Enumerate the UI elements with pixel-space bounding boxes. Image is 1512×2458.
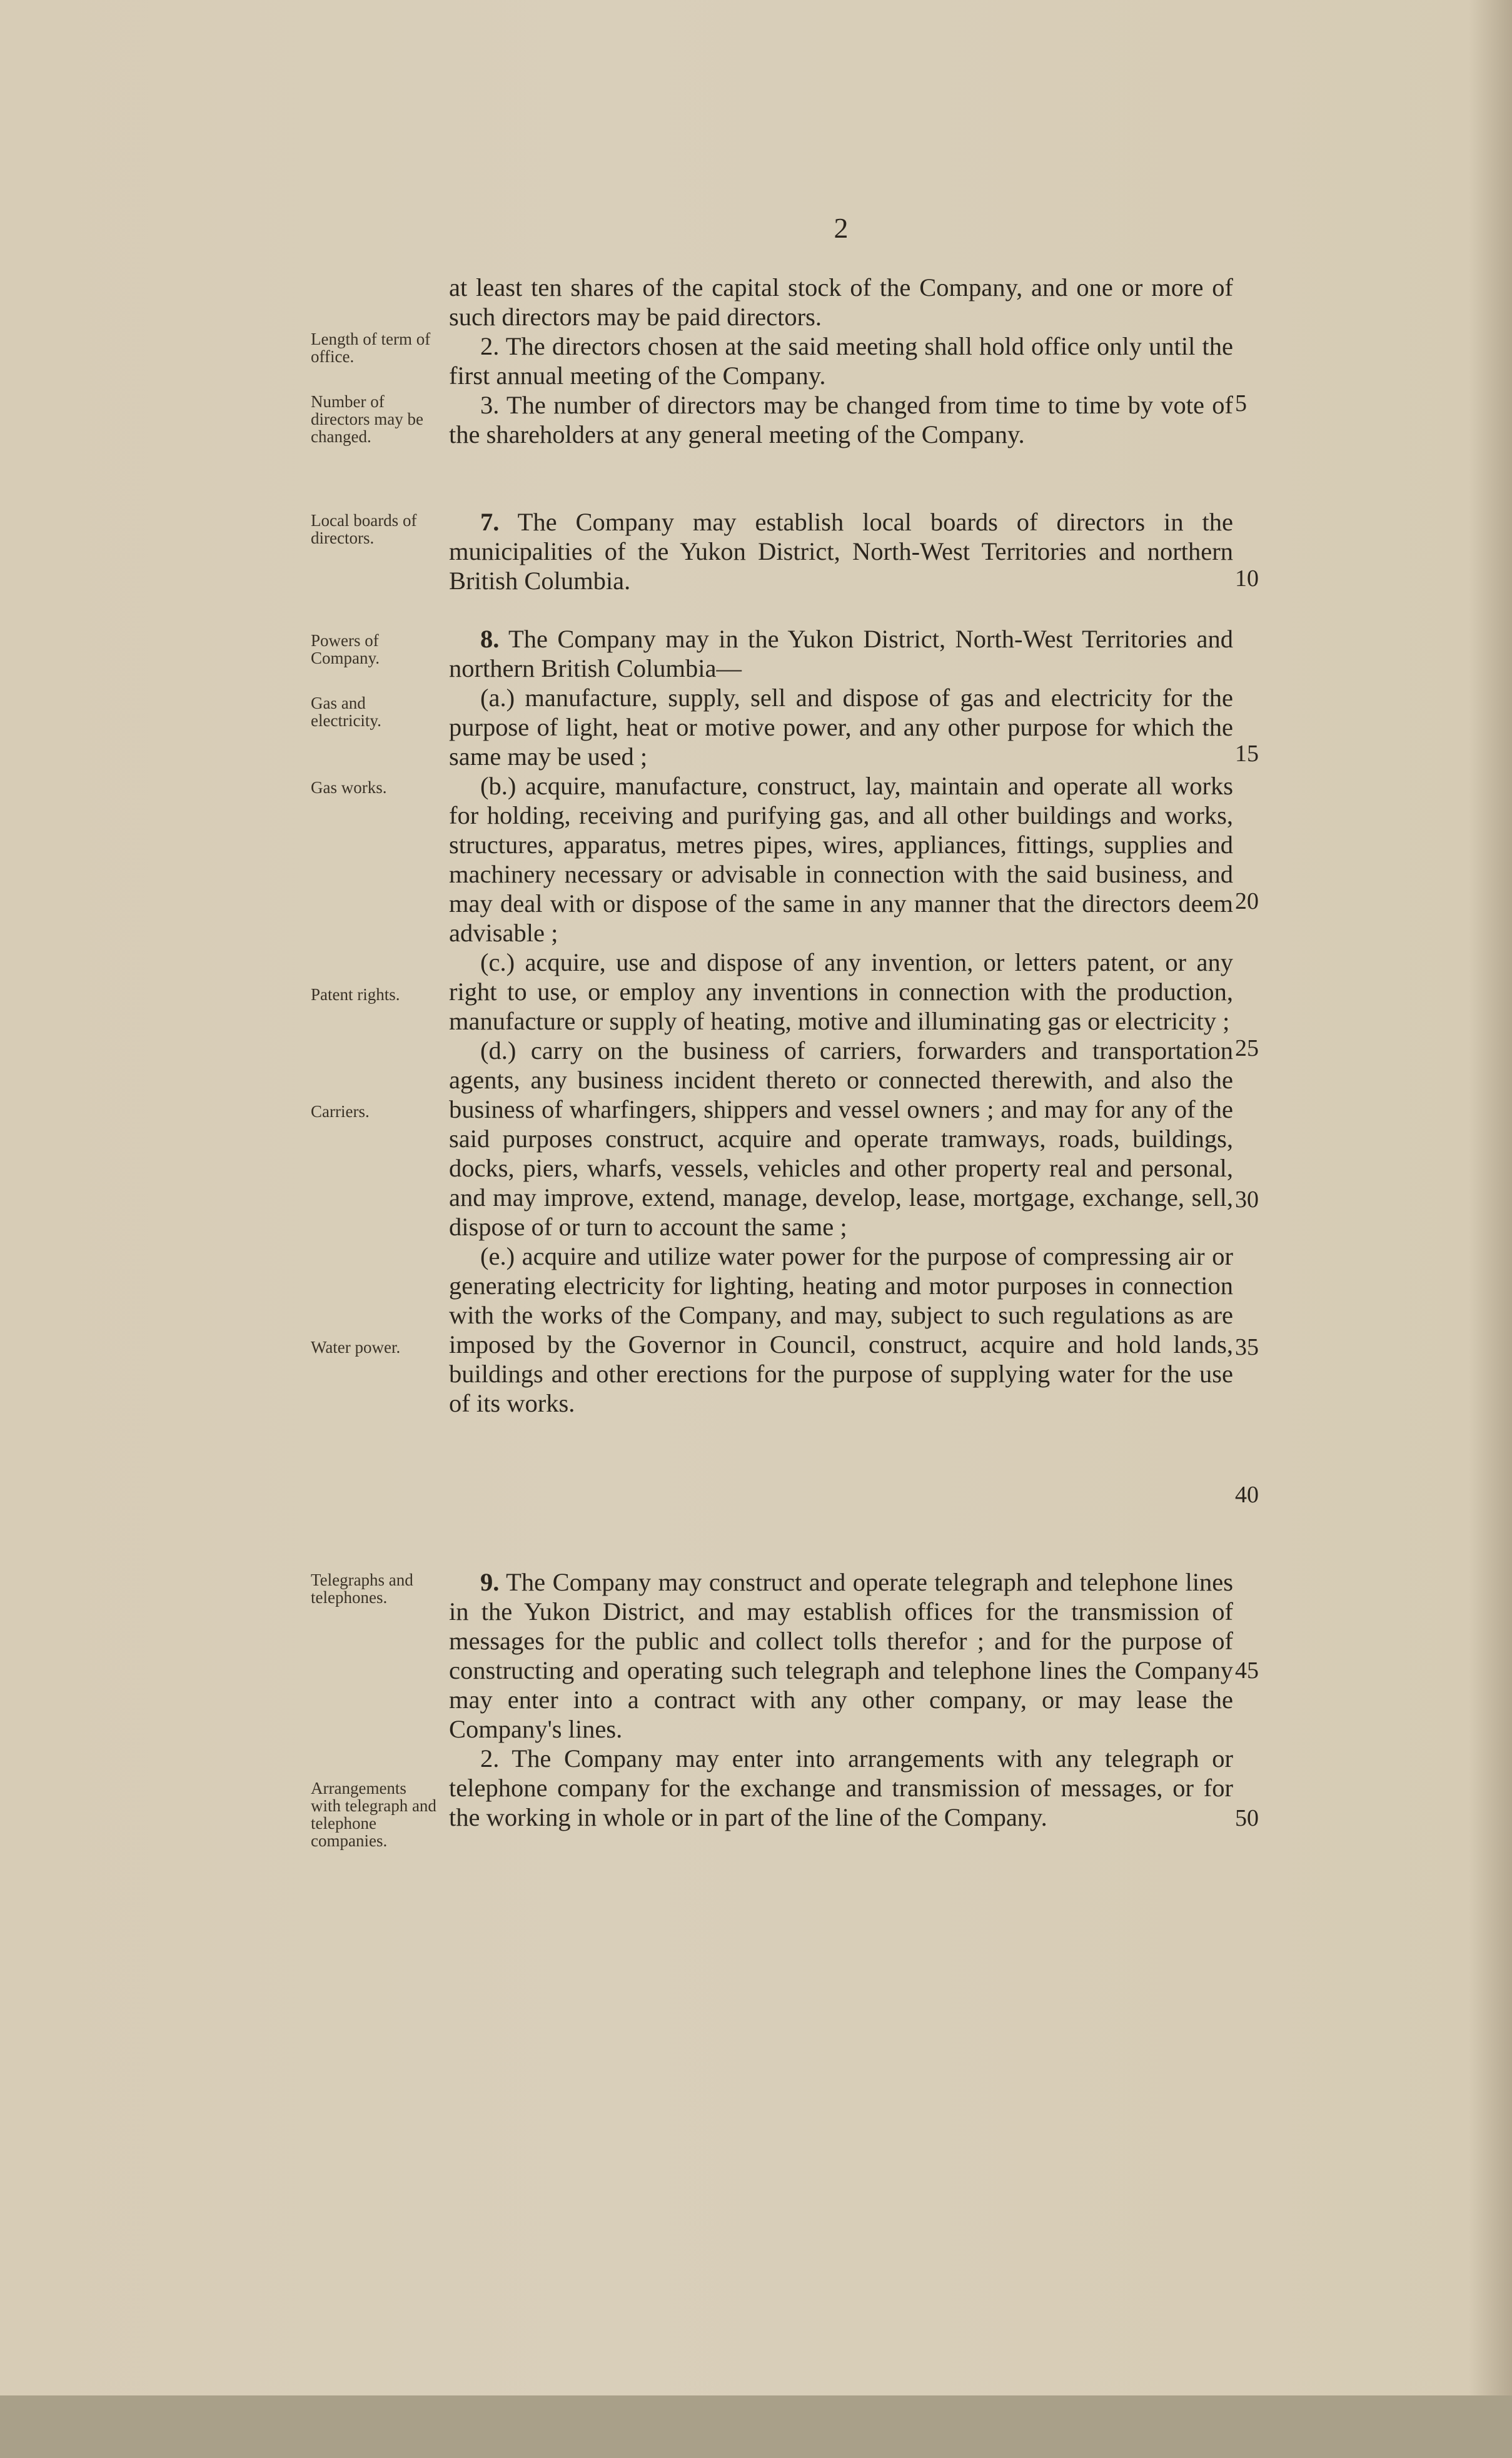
- marginal-note: Patent rights.: [311, 985, 400, 1004]
- section-number: 7.: [480, 508, 500, 536]
- line-number: 50: [1235, 1805, 1259, 1831]
- line-number: 40: [1235, 1482, 1259, 1508]
- clause-e: (e.) acquire and utilize water power for the purpose of compressing air or generating electricity for lighting, heating and motor purposes in connection with the works of the Company, and may, subject to such regulations as are imposed by the Governor in Council, construct, acquire and hold lands, buildings and other erections for the purpose of supplying water for the use of its works.: [449, 1242, 1233, 1417]
- marginal-note: Powers of Company.: [311, 631, 380, 667]
- paragraph: [449, 1567, 1233, 1744]
- paragraph-text: The Company may establish local boards of directors in the municipalities of the Yukon District, North-West Territories and northern British Columbia.: [449, 508, 1233, 595]
- line-number: 25: [1235, 1035, 1259, 1061]
- section-number: 8.: [480, 625, 500, 653]
- section-9: [449, 1567, 1233, 1832]
- clause-b: (b.) acquire, manufacture, construct, lay, maintain and operate all works for holding, receiving and purifying gas, and all other buildings and works, structures, apparatus, metres pipes, wires, appliances, fittings, supplies and machinery necessary or advisable in connection with the said business, and may deal with or dispose of the same in any manner that the directors deem advisable ;: [449, 772, 1233, 947]
- binding-shadow: [1468, 0, 1512, 2395]
- paragraph: at least ten shares of the capital stock of the Company, and one or more of such directors may be paid directors.: [449, 273, 1233, 331]
- paragraph: 3. The number of directors may be changed from time to time by vote of the shareholders at any general meeting of the Company.: [449, 391, 1233, 448]
- line-number: 30: [1235, 1186, 1259, 1213]
- section-7: [449, 507, 1233, 595]
- line-number: 35: [1235, 1334, 1259, 1360]
- paragraph-text: The Company may construct and operate telegraph and telephone lines in the Yukon District, and may establish offices for the transmission of messages for the public and collect tolls therefor ; and for the purpose of constructing and operating such telegraph and telephone lines the Company may enter into a contract with any other company, or may lease the Company's lines.: [449, 1568, 1233, 1743]
- scan-background: [0, 2395, 1512, 2458]
- marginal-note: Telegraphs and telephones.: [311, 1570, 413, 1607]
- paragraph-text: The Company may in the Yukon District, North-West Territories and northern British Columbia—: [449, 625, 1233, 682]
- paragraph: 2. The Company may enter into arrangements with any telegraph or telephone company for the exchange and transmission of messages, or for the working in whole or in part of the line of the Company.: [449, 1744, 1233, 1831]
- marginal-note: Carriers.: [311, 1102, 370, 1121]
- line-number: 5: [1235, 390, 1247, 417]
- section-number: 9.: [480, 1568, 500, 1596]
- line-number: 45: [1235, 1657, 1259, 1684]
- marginal-note: Gas works.: [311, 778, 387, 797]
- marginal-note: Water power.: [311, 1338, 401, 1357]
- clause-d: (d.) carry on the business of carriers, forwarders and transportation agents, any business incident thereto or connected therewith, and also the business of wharfingers, shippers and vessel owners ; and may for any of the said purposes construct, acquire and operate tramways, roads, buildings, docks, piers, wharfs, vessels, vehicles and other property real and personal, and may improve, extend, manage, develop, lease, mortgage, exchange, sell, dispose of or turn to account the same ;: [449, 1036, 1233, 1241]
- paragraph: [449, 624, 1233, 683]
- clause-c: (c.) acquire, use and dispose of any invention, or letters patent, or any right to use, or employ any inventions in connection with the production, manufacture or supply of heating, motive and illuminating gas or electricity ;: [449, 948, 1233, 1035]
- line-number: 20: [1235, 888, 1259, 914]
- marginal-note: Arrangements with telegraph and telephone companies.: [311, 1779, 436, 1850]
- marginal-note: Local boards of directors.: [311, 511, 417, 547]
- marginal-note: Gas and electricity.: [311, 694, 381, 730]
- line-number: 10: [1235, 565, 1259, 592]
- line-number: 15: [1235, 741, 1259, 767]
- marginal-note: Number of directors may be changed.: [311, 392, 423, 446]
- section-8: [449, 624, 1233, 1418]
- page-number: 2: [834, 212, 849, 244]
- paragraph: 2. The directors chosen at the said meeting shall hold office only until the first annual meeting of the Company.: [449, 332, 1233, 390]
- paragraph: [449, 507, 1233, 595]
- section-directors: [449, 273, 1233, 449]
- clause-a: (a.) manufacture, supply, sell and dispose of gas and electricity for the purpose of light, heat or motive power, and any other purpose for which the same may be used ;: [449, 684, 1233, 771]
- marginal-note: Length of term of office.: [311, 330, 431, 366]
